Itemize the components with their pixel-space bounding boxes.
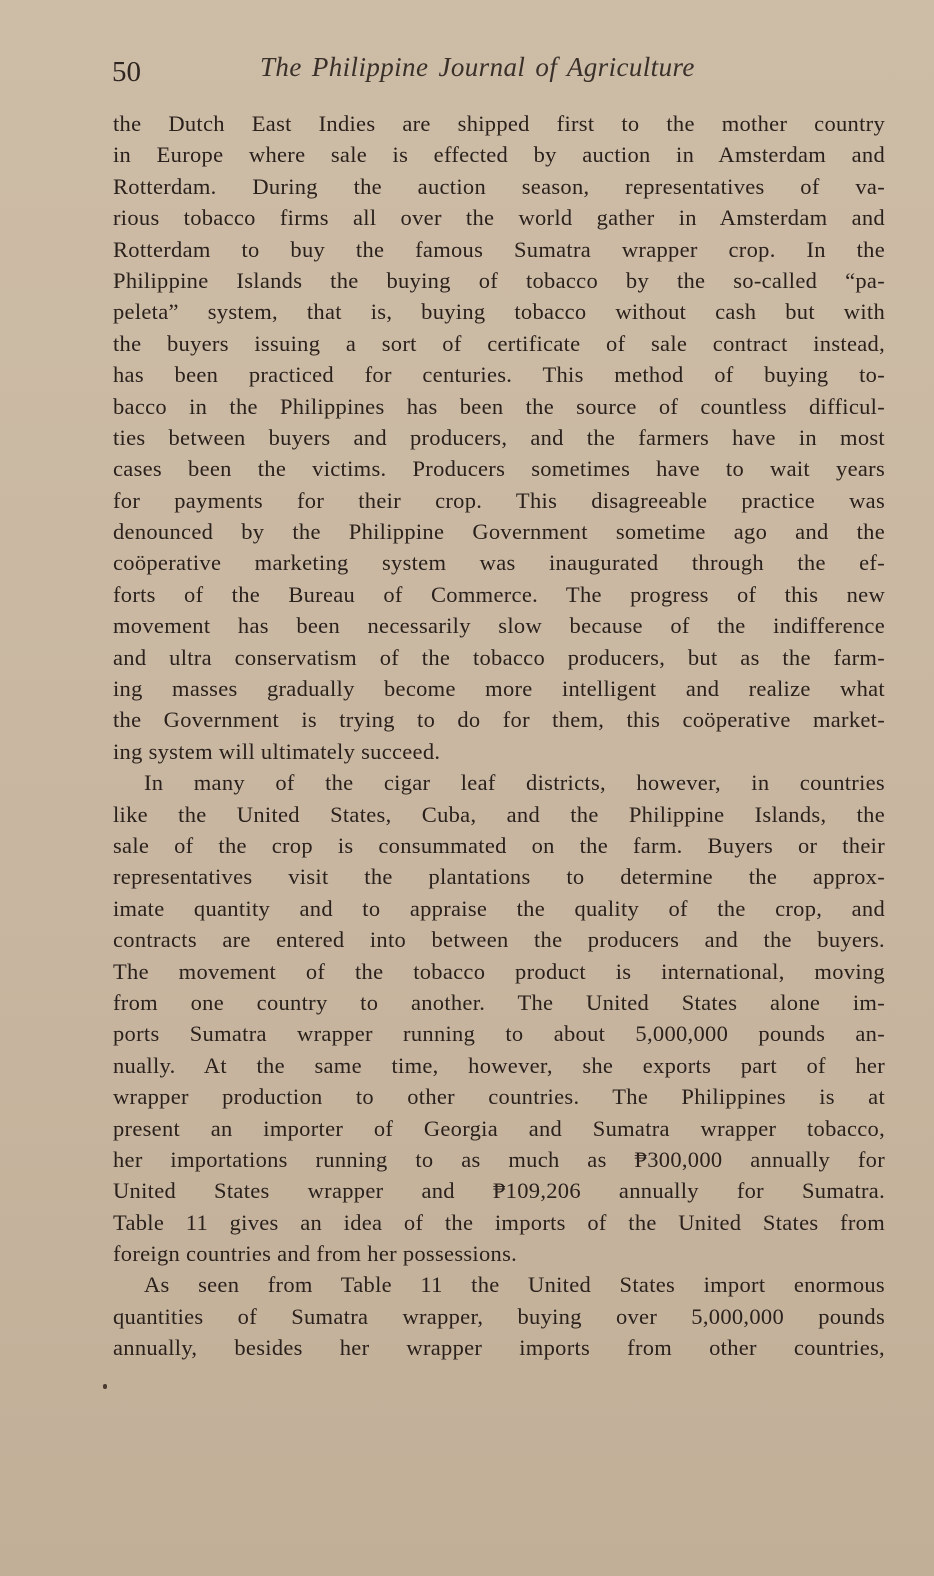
paragraph	[113, 767, 885, 1269]
text-line: nually. At the same time, however, she exports part of her	[113, 1052, 885, 1078]
text-line: Table 11 gives an idea of the imports of the United States from	[113, 1209, 885, 1235]
text-line: the Dutch East Indies are shipped first to the mother country	[113, 111, 885, 136]
paragraph	[113, 108, 885, 767]
text-line: foreign countries and from her possessions.	[113, 1241, 518, 1267]
text-line: ing masses gradually become more intelligent and realize what	[113, 676, 885, 702]
body-text	[113, 108, 885, 1364]
text-line: has been practiced for centuries. This method of buying to-	[113, 362, 885, 388]
text-line: representatives visit the plantations to determine the approx-	[113, 864, 885, 890]
text-line: imate quantity and to appraise the quality of the crop, and	[113, 895, 885, 921]
text-line: contracts are entered into between the producers and the buyers.	[113, 927, 885, 953]
text-line: wrapper production to other countries. The Philippines is at	[113, 1084, 885, 1110]
text-line: coöperative marketing system was inaugurated through the ef-	[113, 550, 885, 576]
running-title: The Philippine Journal of Agriculture	[260, 52, 695, 82]
text-line: Philippine Islands the buying of tobacco by the so-called “pa-	[113, 267, 885, 293]
text-line: United States wrapper and ₱109,206 annually for Sumatra.	[113, 1178, 885, 1204]
text-line: denounced by the Philippine Government sometime ago and the	[113, 519, 885, 545]
paragraph	[113, 1269, 885, 1363]
text-line: ties between buyers and producers, and the farmers have in most	[113, 424, 885, 450]
text-line: Rotterdam. During the auction season, representatives of va-	[113, 173, 885, 199]
text-line: in Europe where sale is effected by auction in Amsterdam and	[113, 142, 885, 168]
text-line: In many of the cigar leaf districts, however, in countries	[144, 770, 885, 796]
text-line: rious tobacco firms all over the world gather in Amsterdam and	[113, 205, 885, 231]
text-line: her importations running to as much as ₱300,000 annually for	[113, 1146, 885, 1172]
text-line: the buyers issuing a sort of certificate of sale contract instead,	[113, 330, 885, 356]
text-line: Rotterdam to buy the famous Sumatra wrapper crop. In the	[113, 236, 885, 262]
text-line: ports Sumatra wrapper running to about 5,000,000 pounds an-	[113, 1021, 885, 1047]
text-line: like the United States, Cuba, and the Philippine Islands, the	[113, 801, 885, 827]
text-line: sale of the crop is consummated on the farm. Buyers or their	[113, 832, 885, 858]
text-line: As seen from Table 11 the United States import enormous	[144, 1272, 885, 1298]
text-line: from one country to another. The United States alone im-	[113, 989, 885, 1015]
text-line: the Government is trying to do for them, this coöperative market-	[113, 707, 885, 733]
page-number: 50	[112, 56, 141, 88]
text-line: quantities of Sumatra wrapper, buying over 5,000,000 pounds	[113, 1303, 885, 1329]
text-line: and ultra conservatism of the tobacco producers, but as the farm-	[113, 644, 885, 670]
text-line: bacco in the Philippines has been the source of countless difficul-	[113, 393, 885, 419]
page-header	[112, 50, 882, 90]
ink-speck	[103, 1384, 107, 1389]
text-line: cases been the victims. Producers sometimes have to wait years	[113, 456, 885, 482]
text-line: present an importer of Georgia and Sumatra wrapper tobacco,	[113, 1115, 885, 1141]
text-line: for payments for their crop. This disagreeable practice was	[113, 487, 885, 513]
text-line: peleta” system, that is, buying tobacco without cash but with	[113, 299, 885, 325]
text-line: forts of the Bureau of Commerce. The progress of this new	[113, 581, 885, 607]
text-line: ing system will ultimately succeed.	[113, 738, 441, 764]
text-line: movement has been necessarily slow because of the indifference	[113, 613, 885, 639]
text-line: The movement of the tobacco product is international, moving	[113, 958, 885, 984]
text-line: annually, besides her wrapper imports from other countries,	[113, 1335, 885, 1361]
